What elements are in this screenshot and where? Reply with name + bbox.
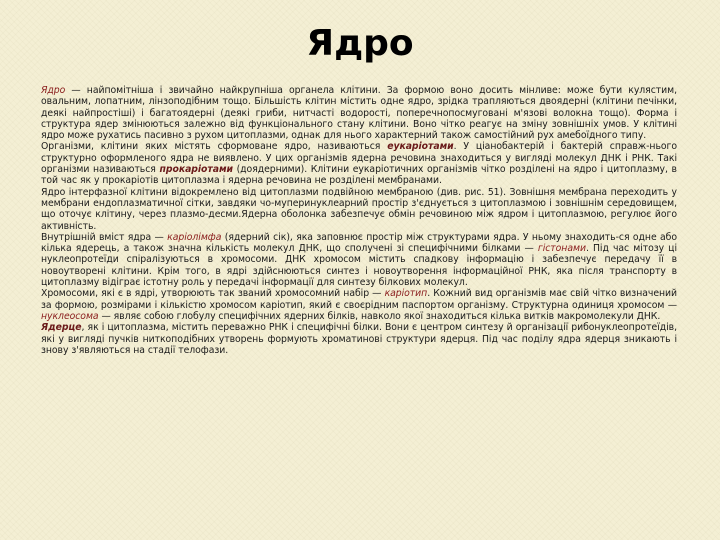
paragraph-text: Організми, клітини яких містять сформоване ядро, називаються (41, 141, 388, 153)
paragraph-text: . Кожний вид організмів має свій чітко визначений за формою, розмірами і кількістю хромосом каріотип, який є своєрідним паспортом організму. Структурна одиниця хромосом — (41, 288, 677, 311)
paragraph-nuclear-membrane (41, 187, 677, 232)
paragraph-nucleolus (41, 322, 677, 356)
term-nucleolus: Ядерце (41, 322, 82, 334)
term-histones: гістонами (537, 243, 586, 255)
term-nucleosome: нуклеосома (41, 310, 99, 322)
paragraph-eukaryotes (41, 141, 677, 186)
paragraph-karyolymph (41, 232, 677, 288)
term-prokaryotes: прокаріотами (159, 164, 233, 176)
paragraph-karyotype (41, 288, 677, 322)
term-karyolymph: каріолімфа (167, 231, 222, 243)
paragraph-text: (ядерний сік), яка заповнює простір між структурами ядра. У ньому знаходить-ся одне або кілька ядерець, а також значна кількість молекул ДНК, що сполучені зі специфічними білками — (41, 231, 677, 255)
term-eukaryotes: еукаріотами (387, 141, 454, 153)
slide-title: Ядро (306, 23, 414, 64)
term-karyotype: каріотип (384, 288, 428, 300)
paragraph-text: — являє собою глобулу специфічних ядерних білків, навколо якої знаходиться кілька витків макромолекули ДНК. (98, 310, 661, 322)
paragraph-text: — найпомітніша і звичайно найкрупніша органела клітини. За формою воно досить мінливе: може бути кулястим, овальним, лопатним, лінзоподібним тощо. Більшість клітин містить одне ядро, зрідка трапляються двоядерні (клітини печінки, деякі найпростіші) і багатоядерні (деякі гриби, нитчасті водорості, поперечнопосмуговані м'язові волокна тощо). Форма і структура ядер змінюються залежно від функціонального стану клітини. Воно чітко реагує на зміну зовнішніх умов. У клітині ядро може рухатись пасивно з рухом цитоплазми, однак для нього характерний також самостійний рух амебоїдного типу. (41, 85, 677, 142)
paragraph-text: (доядерними). Клітини еукаріотичних організмів чітко розділені на ядро і цитоплазму, в той час як у прокаріотів цитоплазма і ядерна речовина не розділені мембранами. (41, 164, 677, 187)
paragraph-nucleus-definition (41, 85, 677, 141)
paragraph-text: Хромосоми, які є в ядрі, утворюють так званий хромосомний набір — (41, 288, 385, 300)
paragraph-text: . Під час мітозу ці нуклеопротеїди спіралізуються в хромосоми. ДНК хромосом містить спадкову інформацію і забезпечує передачу її в новоутворені клітини. Крім того, в ядрі здійснюються синтез і новоутворення інформаційної РНК, яка після транспорту в цитоплазму відіграє істотну роль у передачі інформації для синтезу білкових молекул. (41, 243, 677, 289)
term-nucleus: Ядро (41, 85, 66, 96)
slide-body (41, 85, 677, 356)
paragraph-text: Ядро інтерфазної клітини відокремлено від цитоплазми подвійною мембраною (див. рис. 51). Зовнішня мембрана переходить у мембрани ендоплазматичної сітки, завдяки чо-муперинуклеарний простір з'єднується з цитоплазмою і зовнішнім середовищем, що оточує клітину, через плазмо-десми.Ядерна оболонка забезпечує обмін речовиною між ядром і цитоплазмою, регулює його активність. (41, 186, 677, 232)
paragraph-text: . У ціанобактерій і бактерій справж-нього структурно оформленого ядра не виявлено. У цих організмів ядерна речовина знаходиться у вигляді молекул ДНК і РНК. Такі організми називаються (41, 141, 677, 176)
paragraph-text: , як і цитоплазма, містить переважно РНК і специфічні білки. Вони є центром синтезу й організації рибонуклеопротеїдів, які у вигляді пучків ниткоподібних утворень формують хроматинові структури ядерця. Під час поділу ядра ядерця зникають і знову з'являються на стадії телофази. (41, 322, 677, 356)
paragraph-text: Внутрішній вміст ядра — (41, 231, 168, 243)
